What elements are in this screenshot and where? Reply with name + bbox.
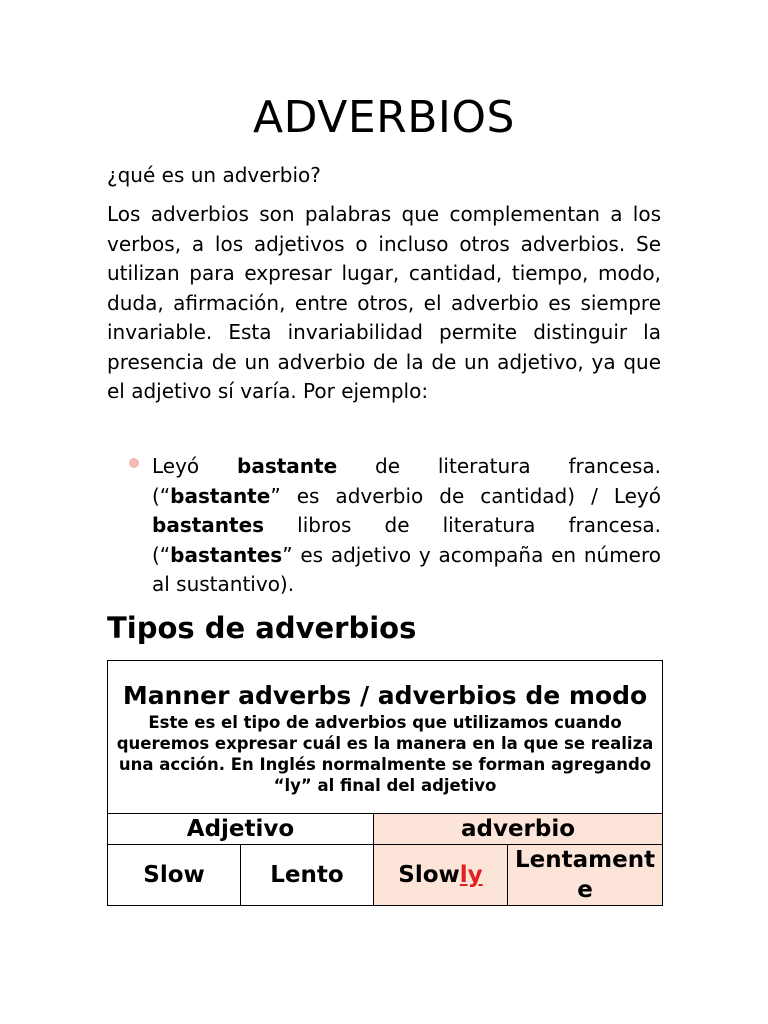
example-bold-1: bastante bbox=[237, 454, 338, 478]
cell-adjective-spanish: Lento bbox=[241, 845, 374, 906]
adverb-suffix: ly bbox=[459, 862, 483, 888]
example-text-2: de literatura francesa. (“ bbox=[152, 454, 661, 508]
example-list bbox=[107, 452, 661, 600]
adverb-stem: Slow bbox=[398, 862, 460, 888]
section-heading: Tipos de adverbios bbox=[107, 611, 417, 645]
table-row bbox=[108, 845, 663, 906]
table-row bbox=[108, 661, 663, 814]
example-bold-3: bastantes bbox=[152, 513, 265, 537]
cell-adverb-english bbox=[374, 845, 508, 906]
column-header-adjetivo: Adjetivo bbox=[108, 814, 374, 845]
example-text-5: ” es adjetivo y acompaña en número al sustantivo). bbox=[152, 542, 661, 596]
example-text-3: ” es adverbio de cantidad) / Leyó bbox=[270, 483, 661, 508]
cell-adverb-spanish: Lentamente bbox=[508, 845, 663, 906]
intro-paragraph: Los adverbios son palabras que complementan a los verbos, a los adjetivos o incluso otros adverbios. Se utilizan para expresar lugar, cantidad, tiempo, modo, duda, afirmación, entre otros, el adverbio es siempre invariable. Esta invariabilidad permite distinguir la presencia de un adverbio de la de un adjetivo, ya que el adjetivo sí varía. Por ejemplo: bbox=[107, 202, 661, 403]
question-text: ¿qué es un adverbio? bbox=[107, 163, 321, 187]
example-bold-2: bastante bbox=[170, 483, 271, 508]
table-row bbox=[108, 814, 663, 845]
list-item bbox=[107, 452, 661, 600]
table-header-title: Manner adverbs / adverbios de modo bbox=[122, 681, 648, 710]
column-header-adverbio: adverbio bbox=[374, 814, 663, 845]
table-header-description: Este es el tipo de adverbios que utilizamos cuando queremos expresar cuál es la manera en la que se realiza una acción. En Inglés normalmente se forman agregando “ly” al final del adjetivo bbox=[116, 713, 654, 795]
cell-adjective-english: Slow bbox=[108, 845, 241, 906]
adverb-types-table bbox=[107, 660, 663, 906]
document-title: ADVERBIOS bbox=[253, 92, 515, 143]
bullet-dot-icon bbox=[129, 458, 139, 468]
example-bold-4: bastantes bbox=[170, 542, 283, 567]
example-text-4: libros de literatura francesa. (“ bbox=[152, 513, 661, 567]
table-header-cell bbox=[108, 661, 663, 814]
example-text-1: Leyó bbox=[152, 454, 238, 478]
